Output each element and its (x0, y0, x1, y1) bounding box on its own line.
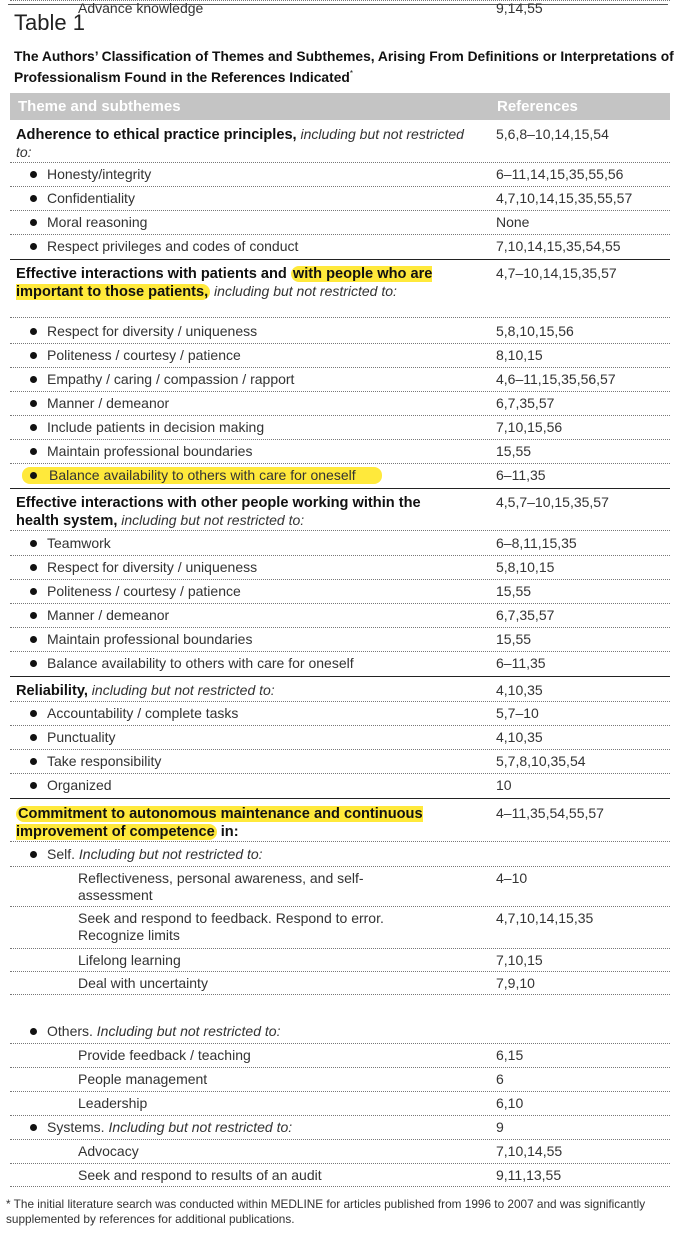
subtheme-text: Maintain professional boundaries (47, 631, 253, 647)
sub-subtheme-text: Leadership (78, 1095, 148, 1111)
subtheme-row (10, 214, 670, 235)
references-cell: 7,9,10 (496, 975, 535, 991)
theme-row (10, 682, 670, 702)
sub-subtheme-row (10, 1095, 670, 1116)
theme-cell (47, 753, 477, 770)
theme-cell (78, 1167, 418, 1184)
bullet-icon (30, 540, 37, 547)
subtheme-qualifier: Including but not restricted to: (104, 1119, 293, 1135)
references-cell: 15,55 (496, 631, 532, 647)
theme-qualifier: including but not restricted to: (210, 283, 397, 299)
theme-row (10, 265, 670, 318)
subtheme-row (10, 419, 670, 440)
sub-subtheme-row (10, 952, 670, 972)
bullet-icon (30, 1124, 37, 1131)
references-cell: 4,7,10,14,15,35 (496, 910, 594, 926)
sub-subtheme-row (10, 0, 670, 16)
theme-cell (78, 1143, 418, 1160)
bullet-icon (30, 400, 37, 407)
sub-subtheme-text: Deal with uncertainty (78, 975, 208, 991)
theme-cell (16, 126, 466, 161)
subtheme-text: Moral reasoning (47, 214, 148, 230)
subtheme-text: Self. (47, 846, 76, 862)
bullet-icon (30, 448, 37, 455)
subtheme-qualifier: Including but not restricted to: (75, 846, 263, 862)
theme-cell (78, 870, 418, 904)
theme-row (10, 805, 670, 842)
references-cell: 4,7–10,14,15,35,57 (496, 265, 617, 281)
subtheme-text: Respect for diversity / uniqueness (47, 323, 258, 339)
subtheme-text: Manner / demeanor (47, 607, 170, 623)
theme-title-end: in: (216, 824, 239, 840)
theme-cell (47, 705, 477, 722)
sub-subtheme-text: Lifelong learning (78, 952, 181, 968)
bullet-icon (30, 564, 37, 571)
references-cell: 6,10 (496, 1095, 524, 1111)
subtheme-text: Respect for diversity / uniqueness (47, 559, 258, 575)
subtheme-text: Include patients in decision making (47, 419, 265, 435)
bullet-icon (30, 782, 37, 789)
theme-cell (16, 494, 466, 530)
subtheme-row (10, 395, 670, 416)
sub-subtheme-text: People management (78, 1071, 208, 1087)
subtheme-text: Accountability / complete tasks (47, 705, 239, 721)
subtheme-row (10, 1023, 670, 1044)
subtheme-text: Maintain professional boundaries (47, 443, 253, 459)
bullet-icon (30, 219, 37, 226)
subtheme-row (10, 371, 670, 392)
theme-row (10, 126, 670, 163)
sub-subtheme-row (10, 1167, 670, 1187)
bullet-icon (30, 195, 37, 202)
subtheme-row (10, 607, 670, 628)
bullet-icon (30, 612, 37, 619)
theme-title-highlighted: Commitment to autonomous maintenance and continuous improvement of competence (16, 806, 423, 840)
bullet-icon (30, 660, 37, 667)
theme-cell (47, 655, 477, 672)
subtheme-row (10, 631, 670, 652)
footnote (6, 1197, 674, 1227)
references-cell: 6 (496, 1071, 504, 1087)
subtheme-text: Politeness / courtesy / patience (47, 347, 241, 363)
theme-cell (47, 323, 477, 340)
sub-subtheme-row (10, 1143, 670, 1164)
theme-qualifier: including but not restricted to: (87, 682, 275, 698)
references-cell: 6–11,35 (496, 655, 546, 671)
references-cell: 9,14,55 (496, 0, 543, 16)
theme-cell (47, 846, 477, 863)
subtheme-row (10, 238, 670, 260)
references-cell: 6,15 (496, 1047, 524, 1063)
subtheme-text: Others. (47, 1023, 93, 1039)
subtheme-row (10, 166, 670, 187)
bullet-icon (30, 328, 37, 335)
references-cell: 5,7–10 (496, 705, 539, 721)
references-cell: 10 (496, 777, 512, 793)
subtheme-row (10, 190, 670, 211)
references-cell: 6–11,14,15,35,55,56 (496, 166, 624, 182)
subtheme-text: Take responsibility (47, 753, 162, 769)
subtheme-row (10, 467, 670, 489)
bullet-icon (30, 472, 37, 479)
sub-subtheme-text: Provide feedback / teaching (78, 1047, 251, 1063)
references-cell: 9,11,13,55 (496, 1167, 562, 1183)
subtheme-row (10, 705, 670, 726)
table-label: Table 1 (14, 10, 85, 35)
references-cell: 4,7,10,14,15,35,55,57 (496, 190, 633, 206)
references-cell: 9 (496, 1119, 504, 1135)
sub-subtheme-text: Seek and respond to results of an audit (78, 1167, 322, 1183)
references-cell: 4,10,35 (496, 682, 543, 698)
bullet-icon (30, 376, 37, 383)
subtheme-text: Systems. (47, 1119, 105, 1135)
theme-cell (47, 443, 477, 460)
subtheme-text: Confidentiality (47, 190, 135, 206)
subtheme-row (10, 323, 670, 344)
theme-cell (78, 1071, 418, 1088)
theme-cell (16, 682, 466, 700)
bullet-icon (30, 758, 37, 765)
theme-cell (47, 190, 477, 207)
theme-cell (47, 371, 477, 388)
caption-footnote-mark: * (349, 69, 353, 78)
table-header (10, 93, 670, 120)
subtheme-row (10, 753, 670, 774)
theme-cell (47, 347, 477, 364)
references-cell: 4,5,7–10,15,35,57 (496, 494, 609, 510)
theme-cell (78, 1095, 418, 1112)
references-cell: 5,8,10,15 (496, 559, 555, 575)
theme-cell (47, 467, 477, 484)
sub-subtheme-row (10, 1047, 670, 1068)
theme-cell (47, 729, 477, 746)
theme-row (10, 494, 670, 531)
references-cell: 6–8,11,15,35 (496, 535, 577, 551)
header-theme: Theme and subthemes (18, 98, 181, 115)
subtheme-text: Honesty/integrity (47, 166, 152, 182)
bullet-icon (30, 352, 37, 359)
subtheme-row (10, 655, 670, 677)
theme-title: Effective interactions with other people working within the health system, (16, 495, 421, 529)
bullet-icon (30, 588, 37, 595)
theme-cell (47, 166, 477, 183)
bullet-icon (30, 1028, 37, 1035)
subtheme-text: Organized (47, 777, 112, 793)
bullet-icon (30, 710, 37, 717)
references-cell: 4–11,35,54,55,57 (496, 805, 604, 821)
subtheme-row (10, 1119, 670, 1140)
bullet-icon (30, 734, 37, 741)
subtheme-text: Empathy / caring / compassion / rapport (47, 371, 295, 387)
references-cell: 15,55 (496, 583, 532, 599)
theme-title: Adherence to ethical practice principles, (16, 127, 297, 143)
subtheme-row (10, 535, 670, 556)
sub-subtheme-text: Advocacy (78, 1143, 139, 1159)
subtheme-text: Balance availability to others with care for oneself (49, 467, 356, 483)
subtheme-text: Manner / demeanor (47, 395, 170, 411)
subtheme-row (10, 777, 670, 799)
references-cell: 5,7,8,10,35,54 (496, 753, 586, 769)
sub-subtheme-row (10, 910, 670, 949)
theme-cell (47, 395, 477, 412)
references-cell: 4–10 (496, 870, 528, 886)
sub-subtheme-row (10, 975, 670, 995)
bullet-icon (30, 851, 37, 858)
sub-subtheme-text: Advance knowledge (78, 0, 204, 16)
theme-cell (47, 559, 477, 576)
bullet-icon (30, 171, 37, 178)
subtheme-text: Politeness / courtesy / patience (47, 583, 241, 599)
subtheme-row (10, 846, 670, 867)
table-caption (14, 48, 674, 86)
theme-cell (47, 238, 477, 255)
subtheme-row (10, 443, 670, 464)
theme-title: Reliability, (16, 683, 88, 699)
theme-cell (78, 952, 418, 969)
references-cell: 7,10,14,15,35,54,55 (496, 238, 621, 254)
bullet-icon (30, 636, 37, 643)
theme-cell (47, 214, 477, 231)
subtheme-row (10, 583, 670, 604)
references-cell: 5,6,8–10,14,15,54 (496, 126, 609, 142)
theme-title-highlighted: with people who are important to those patients, (16, 266, 433, 300)
theme-cell (47, 419, 477, 436)
theme-cell (47, 777, 477, 794)
references-cell: 15,55 (496, 443, 532, 459)
sub-subtheme-text: Seek and respond to feedback. Respond to error. Recognize limits (78, 910, 384, 943)
theme-cell (47, 1119, 477, 1136)
sub-subtheme-text: Reflectiveness, personal awareness, and self-assessment (78, 870, 364, 903)
subtheme-text: Respect privileges and codes of conduct (47, 238, 299, 254)
theme-cell (16, 265, 466, 301)
subtheme-text: Punctuality (47, 729, 116, 745)
references-cell: 7,10,15 (496, 952, 543, 968)
theme-qualifier: including but not restricted to: (16, 126, 464, 160)
footnote-text: The initial literature search was conducted within MEDLINE for articles published from 1996 to 2007 and was significantly supplemented by references for additional publications. (6, 1197, 646, 1226)
sub-subtheme-row (10, 1071, 670, 1092)
bullet-icon (30, 424, 37, 431)
subtheme-row (10, 347, 670, 368)
references-cell: 5,8,10,15,56 (496, 323, 574, 339)
references-cell: 8,10,15 (496, 347, 543, 363)
references-cell: 4,10,35 (496, 729, 543, 745)
theme-cell (47, 1023, 477, 1040)
theme-title: Effective interactions with patients and (16, 266, 291, 282)
theme-cell (78, 0, 418, 17)
theme-cell (47, 631, 477, 648)
references-cell: 4,6–11,15,35,56,57 (496, 371, 616, 387)
subtheme-row (10, 559, 670, 580)
references-cell: 6,7,35,57 (496, 607, 555, 623)
caption-text: The Authors’ Classification of Themes and Subthemes, Arising From Definitions or Interpretations of Professionalism Found in the References Indicated (14, 49, 674, 85)
header-references: References (497, 98, 578, 115)
theme-cell (47, 583, 477, 600)
theme-cell (47, 535, 477, 552)
references-cell: 6,7,35,57 (496, 395, 555, 411)
subtheme-row (10, 729, 670, 750)
theme-cell (47, 607, 477, 624)
subtheme-qualifier: Including but not restricted to: (92, 1023, 281, 1039)
theme-cell (78, 975, 418, 992)
theme-qualifier: including but not restricted to: (117, 512, 305, 528)
references-cell: None (496, 214, 530, 230)
sub-subtheme-row (10, 870, 670, 907)
footnote-mark: * (6, 1197, 11, 1211)
references-cell: 7,10,14,55 (496, 1143, 563, 1159)
subtheme-text: Teamwork (47, 535, 111, 551)
theme-cell (78, 1047, 418, 1064)
subtheme-text: Balance availability to others with care for oneself (47, 655, 354, 671)
theme-cell (78, 910, 418, 944)
bullet-icon (30, 243, 37, 250)
references-cell: 7,10,15,56 (496, 419, 563, 435)
theme-cell (16, 805, 466, 841)
references-cell: 6–11,35 (496, 467, 546, 483)
